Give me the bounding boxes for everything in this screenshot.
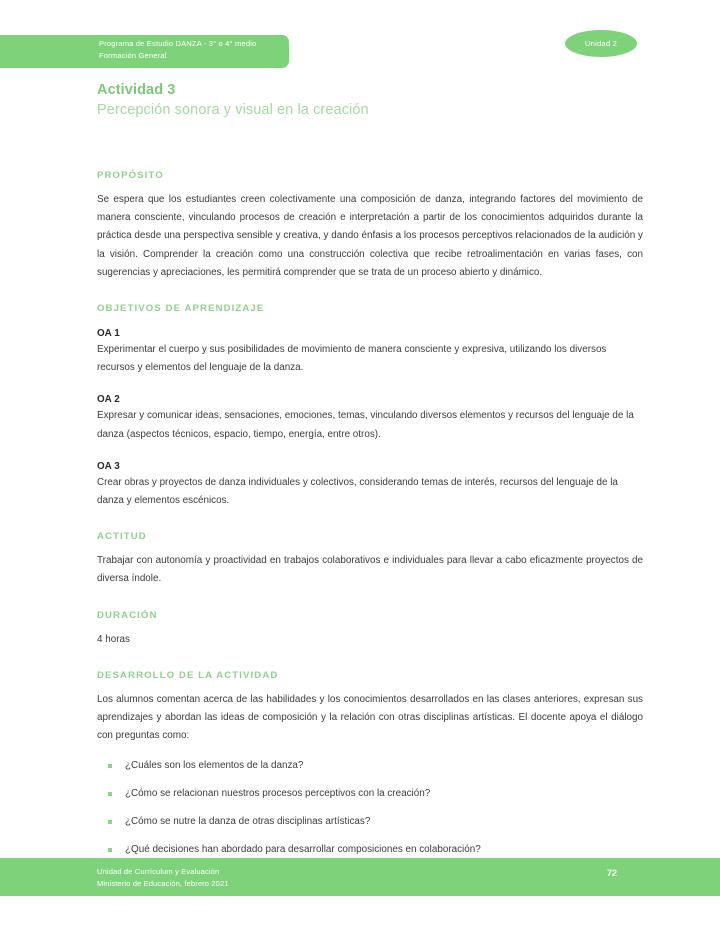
page-number: 72	[606, 868, 617, 878]
section-heading-proposito: PROPÓSITO	[97, 170, 164, 181]
section-heading-objetivos: OBJETIVOS DE APRENDIZAJE	[97, 303, 265, 315]
activity-title: Actividad 3	[97, 82, 176, 98]
footer-text	[97, 866, 229, 889]
unit-badge-label: Unidad 2	[585, 39, 617, 48]
section-heading-duracion: DURACIÓN	[97, 609, 158, 621]
page-title	[97, 82, 369, 118]
document-content	[97, 170, 643, 869]
list-item: ¿Cómo se nutre la danza de otras disciplinas artísticas?	[97, 813, 643, 831]
list-item: ¿Cómo se relacionan nuestros procesos perceptivos con la creación?	[97, 785, 643, 803]
oa-text-3: Crear obras y proyectos de danza individuales y colectivos, considerando temas de interés, recursos del lenguaje de la danza y elementos escénicos.	[97, 476, 618, 507]
section-heading-actitud: ACTITUD	[97, 531, 147, 543]
footer-line-1: Unidad de Currículum y Evaluación	[97, 867, 220, 876]
list-item: ¿Cuáles son los elementos de la danza?	[97, 757, 643, 775]
proposito-text: Se espera que los estudiantes creen colectivamente una composición de danza, integrando factores del movimiento de manera consciente, vinculando procesos de creación e interpretación a partir de los conocimientos adquiridos durante la práctica desde una perspectiva sensible y creativa, y dando énfasis a los procesos perceptivos relacionados de la audición y la visión. Comprender la creación como una construcción colectiva que recibe retroalimentación en varias fases, con sugerencias y apreciaciones, les permitirá comprender que se trata de un proceso abierto y dinámico.	[97, 194, 643, 278]
list-item: ¿Qué decisiones han abordado para desarrollar composiciones en colaboración?	[97, 841, 643, 859]
oa-text-2: Expresar y comunicar ideas, sensaciones, emociones, temas, vinculando diversos elementos y recursos del lenguaje de la danza (aspectos técnicos, espacio, tiempo, energía, entre otros).	[97, 410, 634, 440]
unit-badge	[565, 30, 637, 57]
oa-label-2: OA 2	[97, 394, 120, 406]
oa-label-3: OA 3	[97, 460, 120, 472]
oa-text-1: Experimentar el cuerpo y sus posibilidades de movimiento de manera consciente y expresiva, utilizando los diversos recursos y elementos del lenguaje de la danza.	[97, 344, 607, 374]
program-header-line-1: Programa de Estudio DANZA - 3° o 4° medio	[99, 39, 257, 48]
activity-subtitle: Percepción sonora y visual en la creación	[97, 102, 369, 118]
desarrollo-text: Los alumnos comentan acerca de las habilidades y los conocimientos desarrollados en las clases anteriores, expresan sus aprendizajes y abordan las ideas de composición y la relación con otras disciplinas artísticas. El docente apoya el diálogo con preguntas como:	[97, 693, 643, 742]
discussion-questions-list	[97, 757, 643, 859]
duracion-text: 4 horas	[97, 633, 130, 645]
oa-label-1: OA 1	[97, 328, 120, 340]
footer-line-2: Ministerio de Educación, febrero 2021	[97, 878, 229, 888]
actitud-text: Trabajar con autonomía y proactividad en trabajos colaborativos e individuales para llevar a cabo eficazmente proyectos de diversa índole.	[97, 555, 643, 585]
section-heading-desarrollo: DESARROLLO DE LA ACTIVIDAD	[97, 669, 279, 681]
program-header-line-2: Formación General	[99, 50, 167, 60]
program-header-text	[99, 38, 299, 61]
